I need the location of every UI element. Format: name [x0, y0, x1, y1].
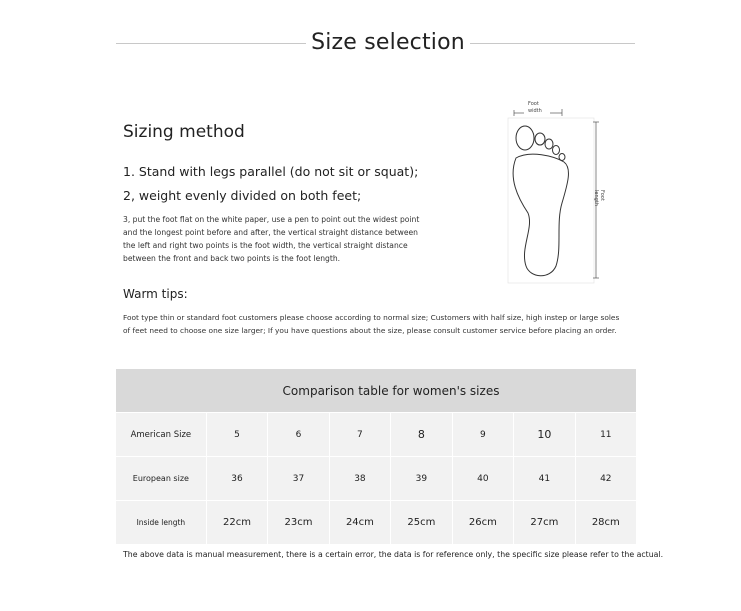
- foot-measurement-diagram: [500, 98, 620, 288]
- table-cell: 27cm: [513, 501, 574, 544]
- foot-width-label-line2: width: [528, 108, 542, 114]
- toe-4: [553, 146, 560, 155]
- sizing-method-title: Sizing method: [123, 122, 245, 142]
- table-row-american-size: [116, 413, 636, 456]
- table-cell: 25cm: [390, 501, 451, 544]
- table-cell: 9: [452, 413, 513, 456]
- table-cell: 26cm: [452, 501, 513, 544]
- table-cell: 7: [329, 413, 390, 456]
- table-cell: 36: [206, 457, 267, 500]
- table-cell: 42: [575, 457, 636, 500]
- footprint-outline: [513, 126, 568, 276]
- size-comparison-table: [116, 369, 636, 544]
- toe-3: [545, 139, 553, 149]
- table-cell: 8: [390, 413, 451, 456]
- table-cell: 37: [267, 457, 328, 500]
- page-title: Size selection: [311, 30, 465, 55]
- table-cell: 41: [513, 457, 574, 500]
- step-1-text: 1. Stand with legs parallel (do not sit or squat);: [123, 164, 419, 179]
- table-cell: 23cm: [267, 501, 328, 544]
- table-cell: 40: [452, 457, 513, 500]
- table-cell: 6: [267, 413, 328, 456]
- table-cell: 11: [575, 413, 636, 456]
- table-cell: 39: [390, 457, 451, 500]
- header-divider-left: [116, 43, 306, 44]
- table-row-inside-length: [116, 501, 636, 544]
- header-divider-right: [470, 43, 635, 44]
- table-cell: 38: [329, 457, 390, 500]
- table-cell: 5: [206, 413, 267, 456]
- table-cell: 24cm: [329, 501, 390, 544]
- disclaimer-note: The above data is manual measurement, there is a certain error, the data is for reference only, the specific size please refer to the actual.: [123, 550, 664, 559]
- table-cell: 10: [513, 413, 574, 456]
- row-label: European size: [132, 474, 189, 483]
- big-toe: [516, 126, 534, 150]
- table-cell: 28cm: [575, 501, 636, 544]
- table-row-european-size: [116, 457, 636, 500]
- foot-length-label-line2: length: [593, 190, 599, 206]
- warm-tips-text: Foot type thin or standard foot customers please choose according to normal size; Customers with half size, high instep or large soles of feet need to choose one size larger; If you have questions about the size, please consult customer service before placing an order.: [123, 313, 620, 335]
- foot-length-label-line1: Foot: [599, 190, 605, 201]
- step-3-text: 3, put the foot flat on the white paper, use a pen to point out the widest point and the longest point before and after, the vertical straight distance between the left and right two points is the foot width, the vertical straight distance between the front and back two points is the foot length.: [123, 215, 420, 263]
- foot-width-label-line1: Foot: [528, 101, 539, 107]
- step-2-text: 2, weight evenly divided on both feet;: [123, 188, 362, 203]
- table-cell: 22cm: [206, 501, 267, 544]
- table-title: Comparison table for women's sizes: [116, 369, 636, 412]
- warm-tips-title: Warm tips:: [123, 287, 188, 301]
- row-label: Inside length: [136, 518, 186, 527]
- toe-2: [535, 133, 545, 145]
- sole: [513, 154, 568, 276]
- row-label: American Size: [130, 429, 192, 440]
